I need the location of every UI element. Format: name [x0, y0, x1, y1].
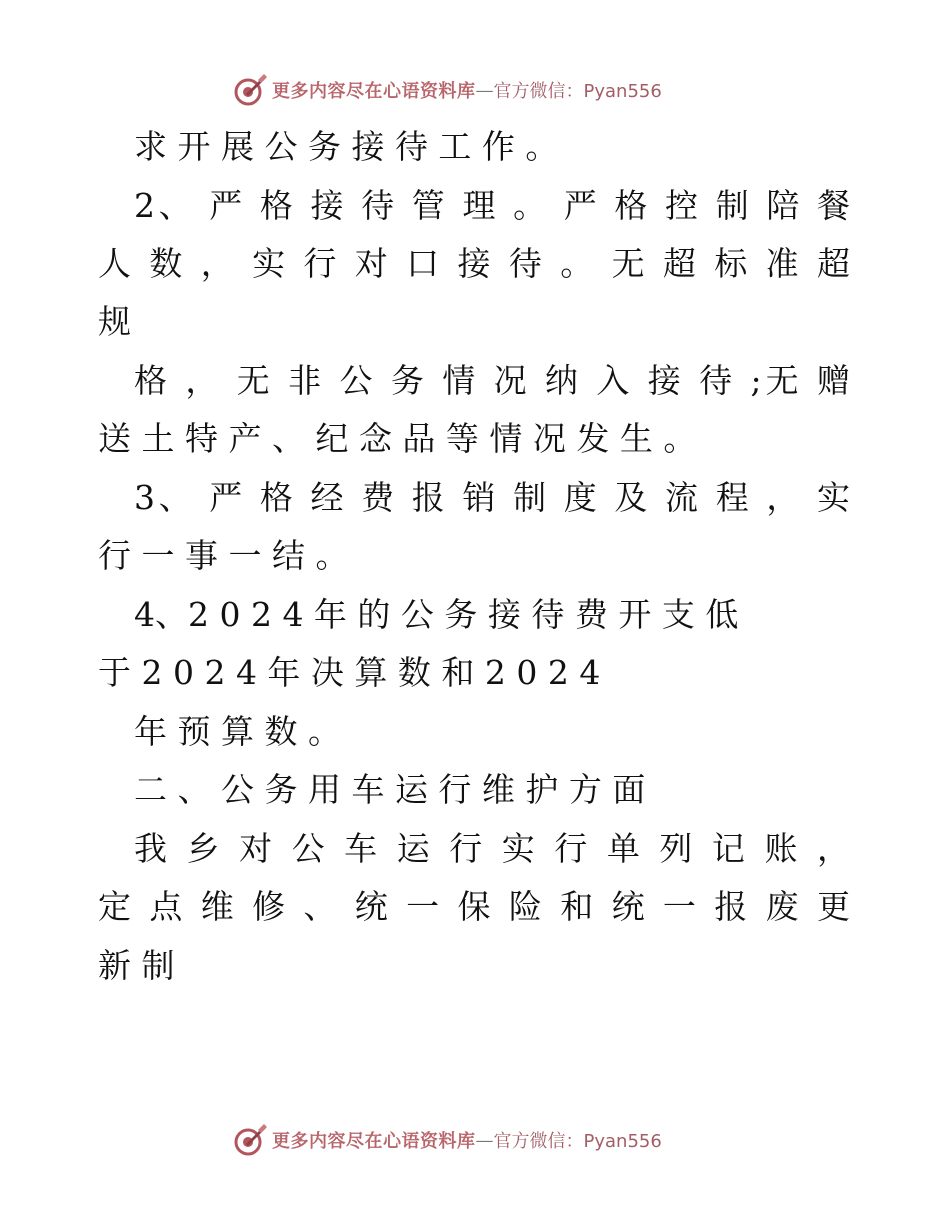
quill-logo-icon — [232, 72, 268, 108]
body-line: 行 一 事 一 结 。 — [98, 536, 349, 575]
section-heading: 二 、 公 务 用 车 运 行 维 护 方 面 — [134, 770, 646, 809]
footer-watermark — [232, 1122, 662, 1158]
body-line: 2、 严 格 接 待 管 理 。 严 格 控 制 陪 餐 — [134, 186, 850, 225]
body-line: 规 — [98, 302, 131, 341]
body-line: 求 开 展 公 务 接 待 工 作 。 — [134, 127, 559, 166]
body-line: 我 乡 对 公 车 运 行 实 行 单 列 记 账 ， — [134, 829, 850, 868]
quill-logo-icon — [232, 1122, 268, 1158]
body-line: 送 土 特 产 、 纪 念 品 等 情 况 发 生 。 — [98, 419, 697, 458]
watermark-separator: — — [475, 79, 494, 101]
watermark-title: 更多内容尽在心语资料库 — [272, 81, 476, 102]
watermark-title: 更多内容尽在心语资料库 — [272, 1131, 476, 1152]
header-watermark — [232, 72, 662, 108]
body-line: 4、2 0 2 4 年 的 公 务 接 待 费 开 支 低 — [134, 595, 739, 634]
body-line: 定 点 维 修 、 统 一 保 险 和 统 一 报 废 更 — [98, 887, 850, 926]
watermark-separator: — — [475, 1129, 494, 1151]
body-line: 格 ， 无 非 公 务 情 况 纳 入 接 待 ;无 赠 — [134, 361, 850, 400]
body-line: 人 数 ， 实 行 对 口 接 待 。 无 超 标 准 超 — [98, 244, 850, 283]
body-line: 3、 严 格 经 费 报 销 制 度 及 流 程 ， 实 — [134, 478, 850, 517]
body-line: 新 制 — [98, 946, 175, 985]
watermark-contact: 官方微信：Pyan556 — [493, 81, 662, 102]
body-line: 年 预 算 数 。 — [134, 712, 341, 751]
body-line: 于 2 0 2 4 年 决 算 数 和 2 0 2 4 — [98, 653, 601, 692]
watermark-contact: 官方微信：Pyan556 — [493, 1131, 662, 1152]
